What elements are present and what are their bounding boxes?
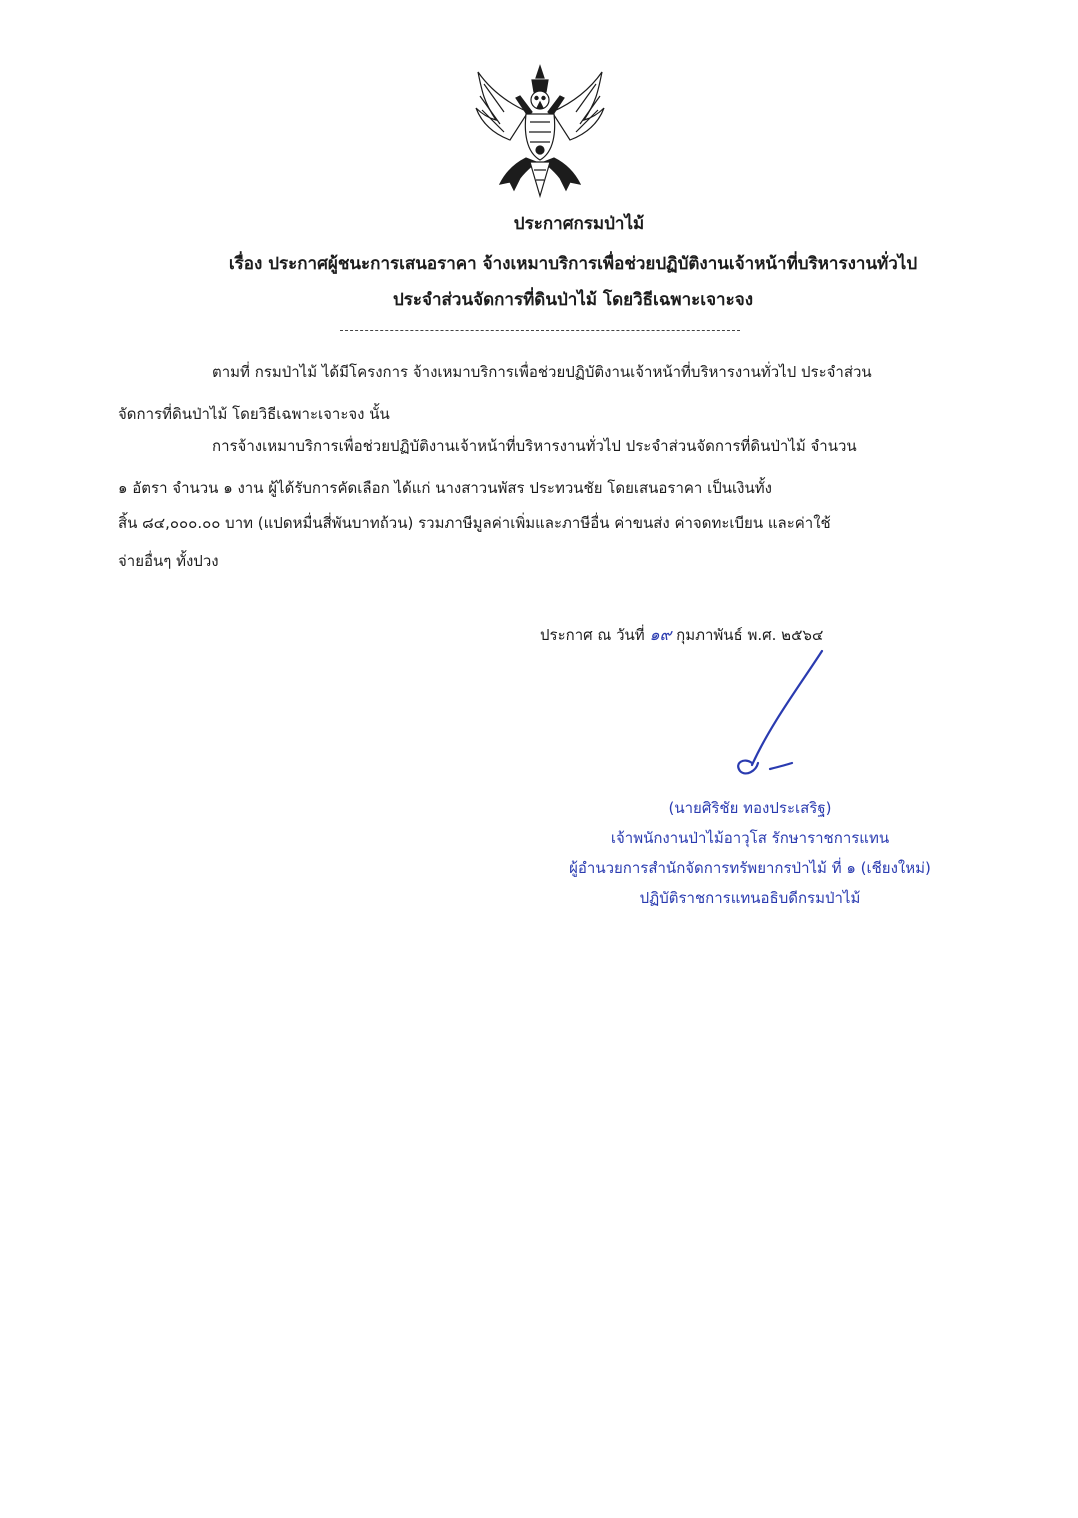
- paragraph-1-line-1: ตามที่ กรมป่าไม้ ได้มีโครงการ จ้างเหมาบริการเพื่อช่วยปฏิบัติงานเจ้าหน้าที่บริหารงานทั่วไป ประจำส่วน: [212, 363, 872, 381]
- subject-line-1: เรื่อง ประกาศผู้ชนะการเสนอราคา จ้างเหมาบริการเพื่อช่วยปฏิบัติงานเจ้าหน้าที่บริหารงานทั่วไป: [228, 254, 918, 274]
- garuda-emblem-icon: [470, 62, 610, 202]
- paragraph-2-line-1: การจ้างเหมาบริการเพื่อช่วยปฏิบัติงานเจ้าหน้าที่บริหารงานทั่วไป ประจำส่วนจัดการที่ดินป่าไม้ จำนวน: [212, 437, 857, 455]
- announcement-prefix: ประกาศ ณ วันที่: [540, 626, 645, 644]
- paragraph-2-line-2: ๑ อัตรา จำนวน ๑ งาน ผู้ได้รับการคัดเลือก ได้แก่ นางสาวนพัสร ประทวนชัย โดยเสนอราคา เป็นเงินทั้ง: [118, 479, 772, 497]
- divider: [340, 330, 740, 331]
- paragraph-1-line-2: จัดการที่ดินป่าไม้ โดยวิธีเฉพาะเจาะจง นั้น: [118, 405, 390, 423]
- subject-line-2: ประจำส่วนจัดการที่ดินป่าไม้ โดยวิธีเฉพาะเจาะจง: [393, 290, 753, 310]
- announcement-day: ๑๙: [649, 625, 672, 644]
- signature-icon: [700, 645, 840, 785]
- signer-position-2: ผู้อำนวยการสำนักจัดการทรัพยากรป่าไม้ ที่ ๑ (เชียงใหม่): [569, 859, 931, 877]
- paragraph-2-line-4: จ่ายอื่นๆ ทั้งปวง: [118, 552, 219, 570]
- signer-name: (นายศิริชัย ทองประเสริฐ): [668, 799, 832, 817]
- signer-position-3: ปฏิบัติราชการแทนอธิบดีกรมป่าไม้: [639, 889, 861, 907]
- announcement-month-year: กุมภาพันธ์ พ.ศ. ๒๕๖๔: [676, 626, 824, 644]
- signer-position-1: เจ้าพนักงานป่าไม้อาวุโส รักษาราชการแทน: [610, 829, 890, 847]
- document-title: ประกาศกรมป่าไม้: [513, 214, 645, 234]
- paragraph-2-line-3: สิ้น ๘๔,๐๐๐.๐๐ บาท (แปดหมื่นสี่พันบาทถ้วน) รวมภาษีมูลค่าเพิ่มและภาษีอื่น ค่าขนส่ง ค่าจดทะเบียน และค่าใช้: [118, 514, 831, 532]
